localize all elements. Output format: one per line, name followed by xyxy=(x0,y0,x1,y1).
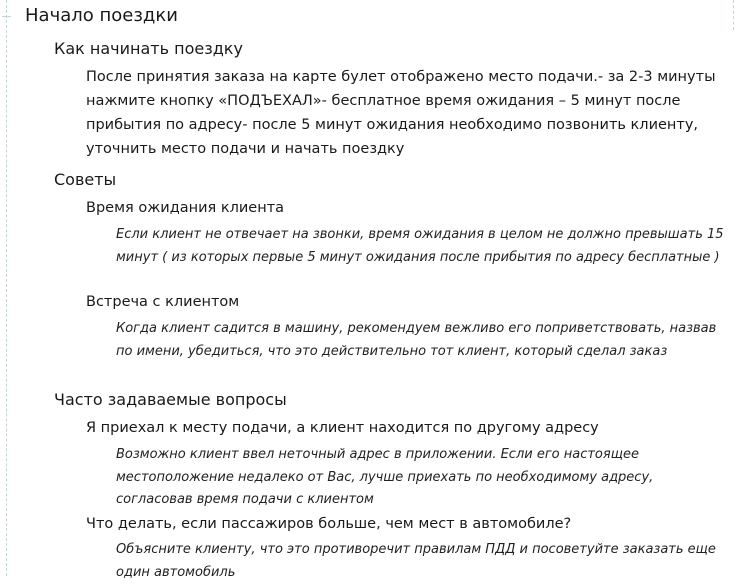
section-body-how-to-start: После принятия заказа на карте булет отображено место подачи.- за 2-3 минуты нажмите кнопку «ПОДЪЕХАЛ»- бесплатное время ожидания – 5 минут после прибытия по адресу- после 5 минут ожидания необходимо позвонить клиенту, уточнить место подачи и начать поездку xyxy=(86,69,716,157)
outline-guide-line xyxy=(6,0,7,576)
section-heading-how-to-start: Как начинать поездку xyxy=(54,39,243,58)
outline-corner-mark xyxy=(733,0,738,30)
faq-answer-too-many-passengers: Объясните клиенту, что это противоречит правилам ПДД и посоветуйте заказать еще один автомобиль xyxy=(116,542,716,580)
outline-guide-tick xyxy=(2,16,11,17)
page-title: Начало поездки xyxy=(25,5,178,26)
section-heading-tips: Советы xyxy=(54,170,117,189)
tip-text-waiting-time: Если клиент не отвечает на звонки, время ожидания в целом не должно превышать 15 минут ( из которых первые 5 минут ожидания после прибытия по адресу бесплатные ) xyxy=(116,227,724,265)
tip-text-meeting-client: Когда клиент садится в машину, рекомендуем вежливо его поприветствовать, назвав по имени, убедиться, что это действительно тот клиент, который сделал заказ xyxy=(116,321,717,359)
tip-title-waiting-time: Время ожидания клиента xyxy=(86,200,285,216)
section-heading-faq: Часто задаваемые вопросы xyxy=(54,390,287,409)
faq-answer-wrong-address: Возможно клиент ввел неточный адрес в приложении. Если его настоящее местоположение недалеко от Вас, лучше приехать по необходимому адресу, согласовав время подачи с клиентом xyxy=(116,447,654,507)
faq-question-wrong-address: Я приехал к месту подачи, а клиент находится по другому адресу xyxy=(86,420,599,436)
tip-title-meeting-client: Встреча с клиентом xyxy=(86,294,240,310)
faq-question-too-many-passengers: Что делать, если пассажиров больше, чем мест в автомобиле? xyxy=(86,516,572,532)
